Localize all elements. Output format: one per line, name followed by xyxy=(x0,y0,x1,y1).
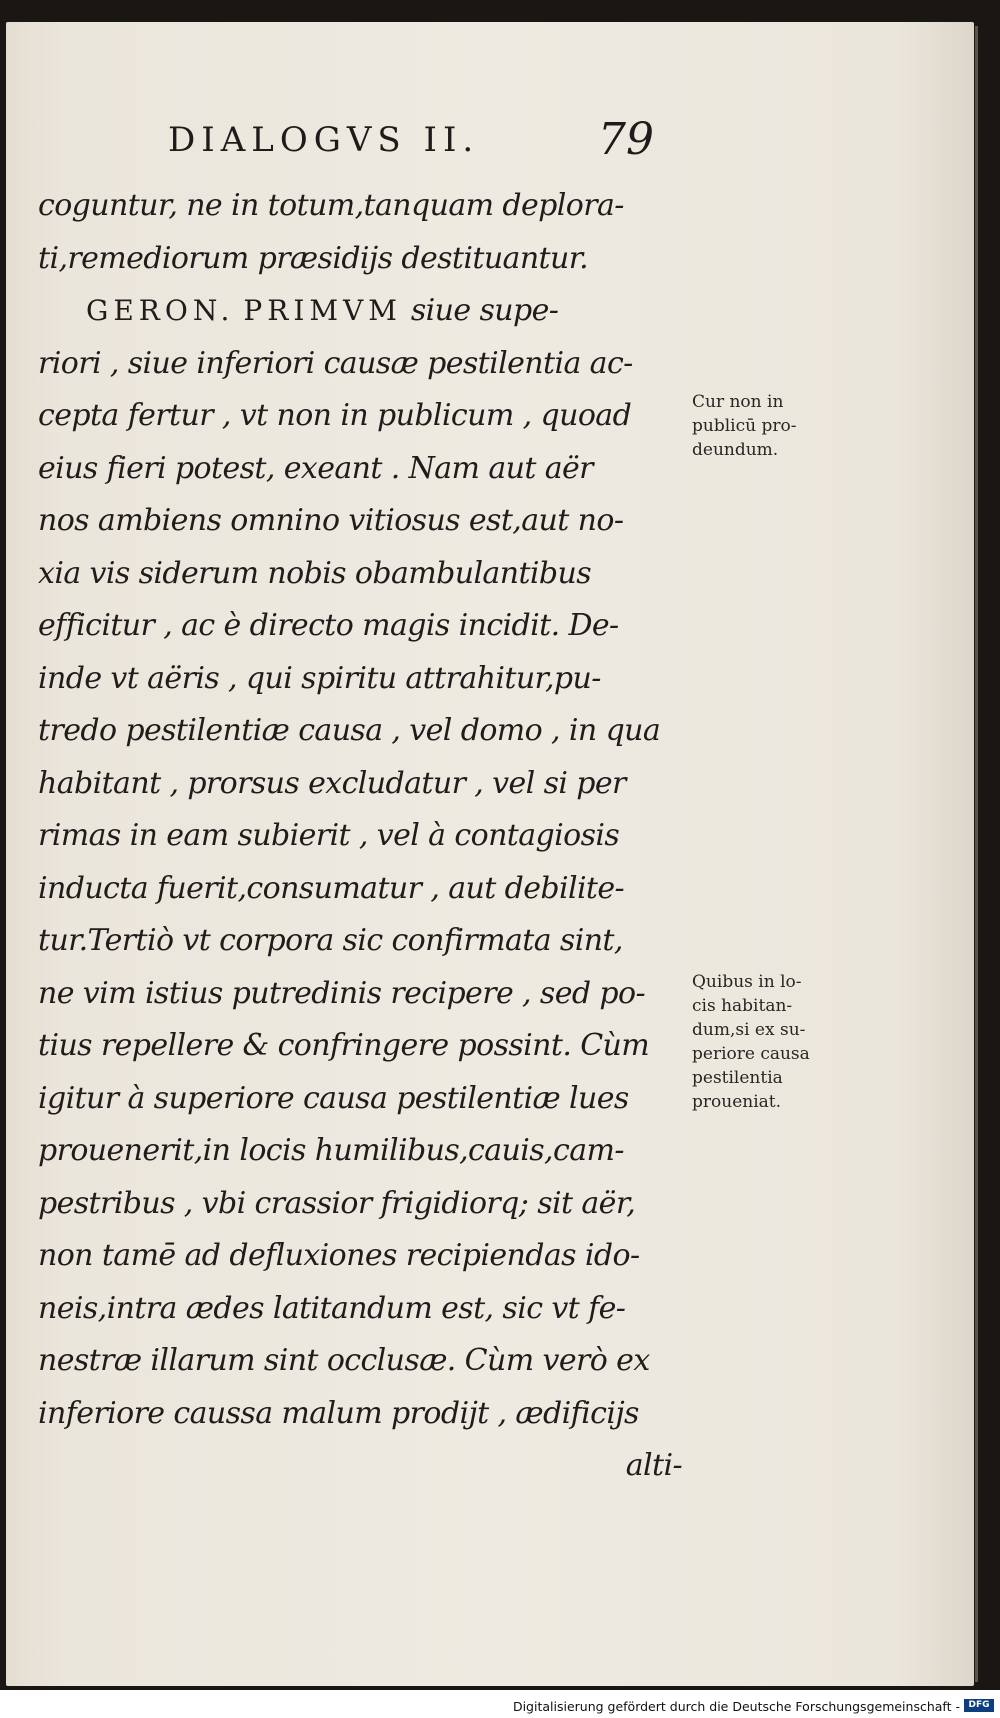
text-line: non tamē ad defluxiones recipiendas ido- xyxy=(38,1238,640,1273)
marginal-note-line: cis habitan- xyxy=(692,996,793,1016)
text-line: inferiore caussa malum prodijt , ædificijs xyxy=(38,1395,639,1431)
text-line: rimas in eam subierit , vel à contagiosis xyxy=(38,818,620,853)
marginal-note-line: periore causa xyxy=(692,1044,810,1064)
text-line: ne vim istius putredinis recipere , sed po- xyxy=(38,975,645,1011)
text-line: tur.Tertiò vt corpora sic confirmata sint, xyxy=(38,923,623,958)
text-line: neis,intra ædes latitandum est, sic vt fe- xyxy=(38,1290,626,1326)
text-line: tredo pestilentiæ causa , vel domo , in qua xyxy=(38,713,661,748)
funding-credit: Digitalisierung gefördert durch die Deutsche Forschungsgemeinschaft - xyxy=(512,1699,960,1714)
text-line: igitur à superiore causa pestilentiæ lues xyxy=(38,1080,629,1116)
text-line: cepta fertur , vt non in publicum , quoad xyxy=(38,398,632,433)
speaker-line xyxy=(38,285,688,338)
marginal-note-line: Quibus in lo- xyxy=(692,972,802,992)
body-text xyxy=(38,180,688,1493)
speaker-line-text: siue supe- xyxy=(401,293,559,328)
marginal-note-line: deundum. xyxy=(692,440,779,460)
text-line: prouenerit,in locis humilibus,cauis,cam- xyxy=(38,1133,624,1168)
marginal-note-line: pestilentia xyxy=(692,1068,783,1088)
text-line: inde vt aëris , qui spiritu attrahitur,pu- xyxy=(38,660,601,696)
marginal-note-line: publicū pro- xyxy=(692,416,797,436)
page-edge xyxy=(975,26,978,1682)
marginal-note-line: Cur non in xyxy=(692,392,784,412)
text-line: xia vis siderum nobis obambulantibus xyxy=(38,555,592,591)
text-line: eius fieri potest, exeant . Nam aut aër xyxy=(38,450,593,486)
speaker-name: GERON. xyxy=(86,294,235,327)
dfg-logo: DFG xyxy=(964,1699,994,1712)
text-line: tius repellere & confringere possint. Cùm xyxy=(38,1028,650,1063)
running-title: DIALOGVS II. xyxy=(168,120,480,160)
text-line: ti,remediorum præsidijs destituantur. xyxy=(38,240,589,276)
speaker-incipit: PRIMVM xyxy=(243,294,402,327)
marginal-note xyxy=(692,390,862,462)
text-line: inducta fuerit,consumatur , aut debilite- xyxy=(38,870,625,906)
marginal-note xyxy=(692,970,862,1114)
folio-number: 79 xyxy=(598,114,654,165)
catchword: alti- xyxy=(625,1448,682,1483)
text-line: habitant , prorsus excludatur , vel si per xyxy=(38,765,626,801)
text-line: pestribus , vbi crassior frigidiorq; sit aër, xyxy=(38,1185,636,1221)
running-head xyxy=(168,114,688,170)
text-line: coguntur, ne in totum,tanquam deplora- xyxy=(38,188,624,223)
text-line: nos ambiens omnino vitiosus est,aut no- xyxy=(38,503,624,538)
text-line: riori , siue inferiori causæ pestilentia ac- xyxy=(38,345,633,381)
marginal-note-line: proueniat. xyxy=(692,1092,782,1112)
text-line: nestræ illarum sint occlusæ. Cùm verò ex xyxy=(38,1343,650,1378)
text-line: efficitur , ac è directo magis incidit. De- xyxy=(38,608,619,643)
marginal-note-line: dum,si ex su- xyxy=(692,1020,806,1040)
